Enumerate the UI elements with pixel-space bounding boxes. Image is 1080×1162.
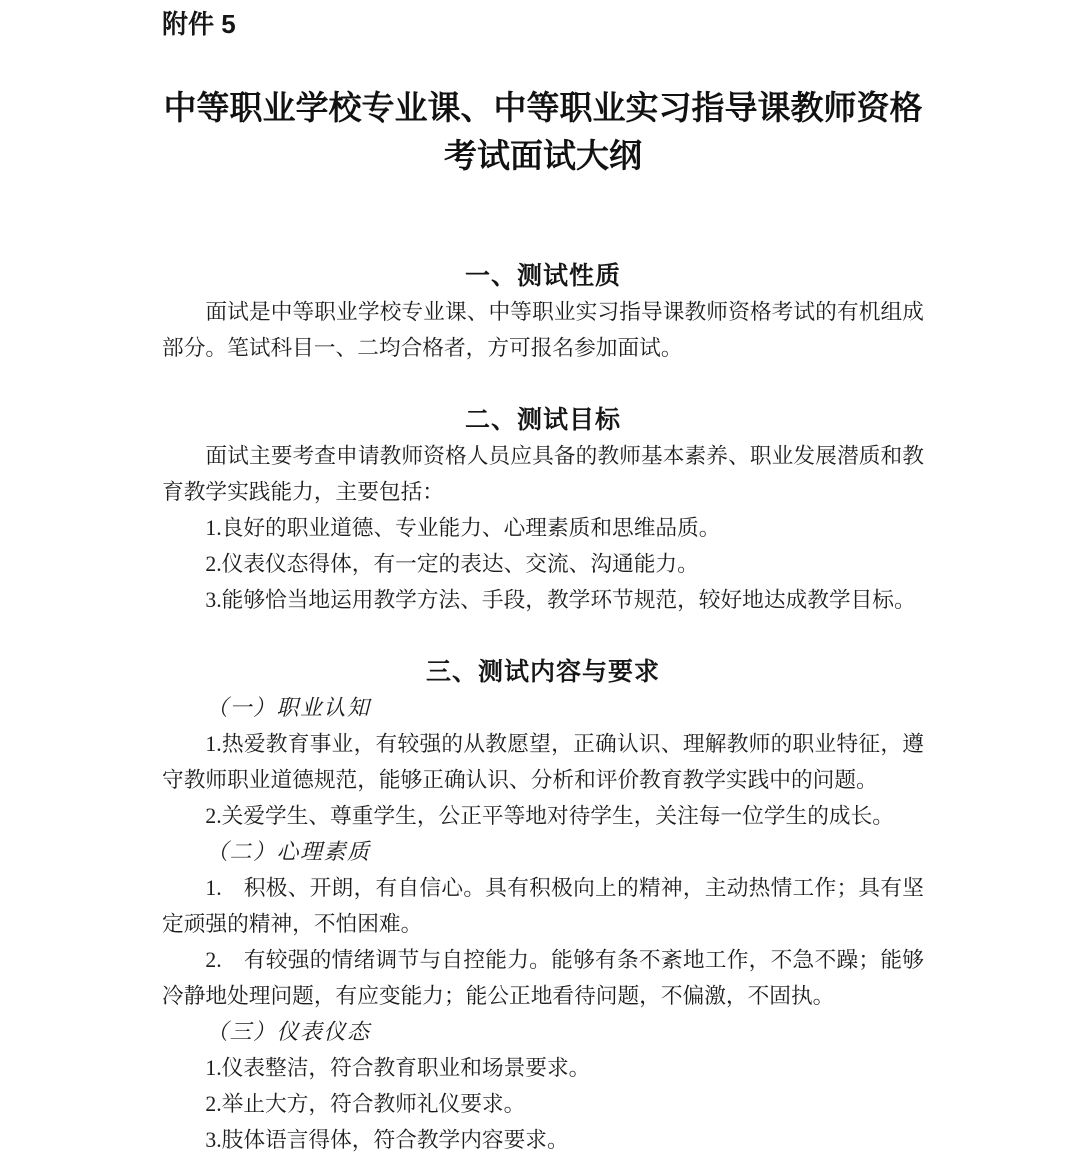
list-item: 3.肢体语言得体，符合教学内容要求。 <box>205 1128 569 1152</box>
list-item: 2.关爱学生、尊重学生，公正平等地对待学生，关注每一位学生的成长。 <box>205 804 894 828</box>
subsection-heading-1: （一）职业认知 <box>206 695 371 720</box>
document-title <box>162 85 924 181</box>
section-heading-3: 三、测试内容与要求 <box>425 658 660 686</box>
document-title-line-1: 中等职业学校专业课、中等职业实习指导课教师资格 <box>163 91 923 127</box>
list-item: 1.热爱教育事业，有较强的从教愿望，正确认识、理解教师的职业特征，遵守教师职业道德规范，能够正确认识、分析和评价教育教学实践中的问题。 <box>162 732 924 792</box>
list-item: 1.仪表整洁，符合教育职业和场景要求。 <box>205 1056 591 1080</box>
subsection-heading-2: （二）心理素质 <box>206 839 371 864</box>
list-item: 1. 积极、开朗，有自信心。具有积极向上的精神，主动热情工作；具有坚定顽强的精神，不怕困难。 <box>162 876 924 936</box>
attachment-label: 附件 5 <box>162 9 236 39</box>
paragraph: 面试是中等职业学校专业课、中等职业实习指导课教师资格考试的有机组成部分。笔试科目一、二均合格者，方可报名参加面试。 <box>162 300 924 360</box>
document-title-line-2: 考试面试大纲 <box>444 139 642 175</box>
list-item: 3.能够恰当地运用教学方法、手段，教学环节规范，较好地达成教学目标。 <box>205 588 916 612</box>
list-item: 1.良好的职业道德、专业能力、心理素质和思维品质。 <box>205 516 721 540</box>
section-heading-1: 一、测试性质 <box>464 262 621 290</box>
subsection-heading-3: （三）仪表仪态 <box>206 1019 371 1044</box>
list-item: 2. 有较强的情绪调节与自控能力。能够有条不紊地工作，不急不躁；能够冷静地处理问题，有应变能力；能公正地看待问题，不偏激，不固执。 <box>162 948 924 1008</box>
section-heading-2: 二、测试目标 <box>464 406 621 434</box>
list-item: 2.仪表仪态得体，有一定的表达、交流、沟通能力。 <box>205 552 699 576</box>
list-item: 2.举止大方，符合教师礼仪要求。 <box>205 1092 526 1116</box>
paragraph: 面试主要考查申请教师资格人员应具备的教师基本素养、职业发展潜质和教育教学实践能力，主要包括： <box>162 444 924 504</box>
